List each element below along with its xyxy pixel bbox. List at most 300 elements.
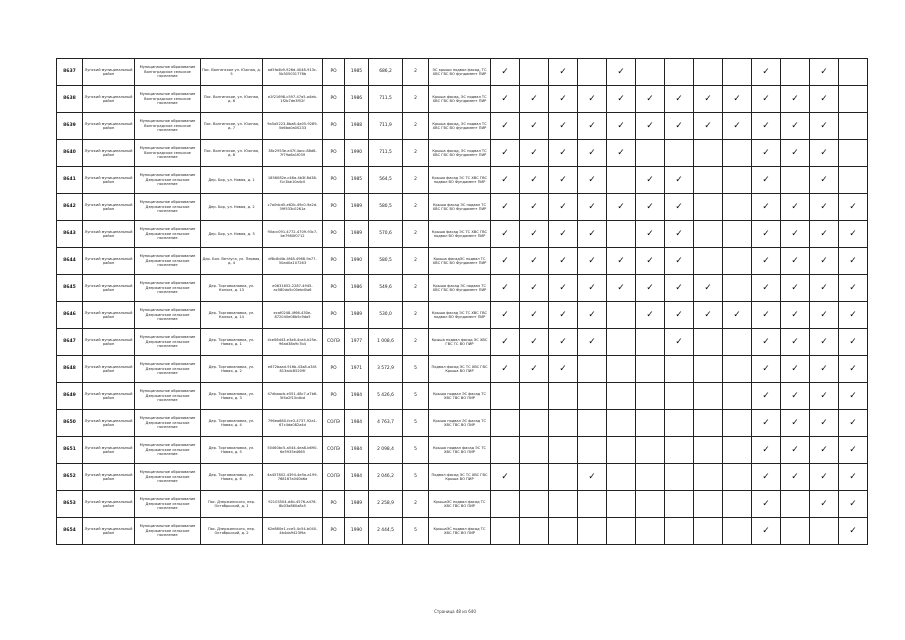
cell-check-7	[694, 329, 723, 356]
cell-district: Лунский муниципальный район	[83, 248, 135, 275]
cell-check-9	[752, 410, 781, 437]
cell-check-8	[723, 113, 752, 140]
check-mark-icon: ✓	[849, 309, 857, 320]
cell-check-8	[723, 194, 752, 221]
cell-type: РО	[323, 275, 345, 302]
cell-num: 8642	[57, 194, 83, 221]
check-mark-icon: ✓	[530, 363, 538, 374]
check-mark-icon: ✓	[588, 282, 596, 293]
cell-floors: 5	[403, 437, 429, 464]
cell-check-5	[636, 194, 665, 221]
check-mark-icon: ✓	[762, 93, 770, 104]
check-mark-icon: ✓	[501, 201, 509, 212]
cell-addr: Пос. Волгинское ул. Южная, д. 5	[201, 59, 263, 86]
cell-area: 2 258,9	[369, 491, 403, 518]
cell-check-8	[723, 59, 752, 86]
cell-mun: Муниципальное образование Дзержинское сельское поселение	[135, 329, 201, 356]
cell-area: 1 008,6	[369, 329, 403, 356]
cell-guid: 4a457802-4394-4e5a-a199-768167a040b6a	[263, 464, 323, 491]
cell-area: 549,6	[369, 275, 403, 302]
cell-check-9	[752, 194, 781, 221]
check-mark-icon: ✓	[762, 147, 770, 158]
cell-check-4	[607, 59, 636, 86]
cell-check-7	[694, 194, 723, 221]
cell-check-0	[491, 410, 520, 437]
cell-works: Крыша фасад ЭС ТС ХВС ГВС подвал ВО Фундамент ПИР	[429, 302, 491, 329]
cell-check-2	[549, 140, 578, 167]
cell-num: 8645	[57, 275, 83, 302]
cell-guid: 50460bc5-a544-4ea8-b690-6e5935e4665	[263, 437, 323, 464]
cell-check-10	[781, 248, 810, 275]
check-mark-icon: ✓	[559, 201, 567, 212]
cell-type: РО	[323, 140, 345, 167]
table-row	[57, 410, 868, 437]
cell-check-9	[752, 491, 781, 518]
cell-check-7	[694, 383, 723, 410]
cell-check-2	[549, 194, 578, 221]
check-mark-icon: ✓	[791, 120, 799, 131]
check-mark-icon: ✓	[733, 309, 741, 320]
cell-check-9	[752, 464, 781, 491]
register-body	[57, 59, 868, 545]
cell-area: 711,9	[369, 113, 403, 140]
cell-works: Подвал фасад ЭС ТС ХВС ГВС Крыша ВО ПИР	[429, 464, 491, 491]
cell-type: РО	[323, 302, 345, 329]
cell-works: Крыша фасад ЭС ТС ХВС ГВС подвал ВО Фундамент ПИР	[429, 167, 491, 194]
cell-check-0	[491, 491, 520, 518]
check-mark-icon: ✓	[704, 120, 712, 131]
cell-check-10	[781, 518, 810, 545]
cell-year: 1977	[345, 329, 369, 356]
cell-check-10	[781, 410, 810, 437]
check-mark-icon: ✓	[530, 309, 538, 320]
check-mark-icon: ✓	[820, 498, 828, 509]
cell-works: Крыша фасад, ЭС подвал ТС ХВС ГВС ВО Фундамент ПИР	[429, 86, 491, 113]
cell-check-6	[665, 140, 694, 167]
cell-check-0	[491, 221, 520, 248]
cell-type: РО	[323, 59, 345, 86]
cell-floors: 5	[403, 518, 429, 545]
check-mark-icon: ✓	[820, 66, 828, 77]
table-row	[57, 140, 868, 167]
check-mark-icon: ✓	[559, 147, 567, 158]
cell-check-10	[781, 356, 810, 383]
check-mark-icon: ✓	[791, 255, 799, 266]
check-mark-icon: ✓	[762, 363, 770, 374]
cell-area: 686,2	[369, 59, 403, 86]
cell-check-1	[520, 167, 549, 194]
cell-num: 8640	[57, 140, 83, 167]
check-mark-icon: ✓	[820, 228, 828, 239]
cell-district: Лунский муниципальный район	[83, 140, 135, 167]
cell-district: Лунский муниципальный район	[83, 329, 135, 356]
check-mark-icon: ✓	[617, 147, 625, 158]
check-mark-icon: ✓	[646, 201, 654, 212]
cell-floors: 2	[403, 329, 429, 356]
cell-check-2	[549, 437, 578, 464]
cell-check-7	[694, 275, 723, 302]
cell-check-1	[520, 221, 549, 248]
cell-addr: Дер. Торговкановка, ул. Колхоз, д. 14	[201, 302, 263, 329]
check-mark-icon: ✓	[820, 444, 828, 455]
check-mark-icon: ✓	[849, 255, 857, 266]
cell-addr: Пос. Дзержинского, пер. Октябрьский, д. 1	[201, 491, 263, 518]
cell-guid: 38c2953e-e47f-4acc-88d8-7f79a6a1f039	[263, 140, 323, 167]
cell-type: РО	[323, 491, 345, 518]
cell-check-6	[665, 221, 694, 248]
check-mark-icon: ✓	[762, 228, 770, 239]
check-mark-icon: ✓	[530, 201, 538, 212]
check-mark-icon: ✓	[530, 282, 538, 293]
cell-year: 1990	[345, 140, 369, 167]
check-mark-icon: ✓	[501, 309, 509, 320]
cell-check-5	[636, 275, 665, 302]
cell-check-11	[810, 221, 839, 248]
check-mark-icon: ✓	[820, 471, 828, 482]
check-mark-icon: ✓	[762, 390, 770, 401]
cell-check-2	[549, 518, 578, 545]
cell-check-9	[752, 329, 781, 356]
cell-check-2	[549, 356, 578, 383]
cell-check-8	[723, 140, 752, 167]
cell-mun: Муниципальное образование Дзержинское сельское поселение	[135, 356, 201, 383]
cell-year: 1984	[345, 383, 369, 410]
cell-area: 580,5	[369, 194, 403, 221]
cell-district: Лунский муниципальный район	[83, 356, 135, 383]
cell-check-7	[694, 302, 723, 329]
cell-check-3	[578, 518, 607, 545]
check-mark-icon: ✓	[762, 309, 770, 320]
check-mark-icon: ✓	[617, 93, 625, 104]
cell-check-0	[491, 302, 520, 329]
check-mark-icon: ✓	[559, 228, 567, 239]
cell-floors: 2	[403, 140, 429, 167]
cell-check-7	[694, 464, 723, 491]
check-mark-icon: ✓	[501, 363, 509, 374]
cell-check-7	[694, 140, 723, 167]
cell-year: 1989	[345, 194, 369, 221]
check-mark-icon: ✓	[820, 417, 828, 428]
cell-check-7	[694, 410, 723, 437]
cell-mun: Муниципальное образование Дзержинское сельское поселение	[135, 167, 201, 194]
cell-check-11	[810, 410, 839, 437]
cell-works: Крыша фасадЭС подвал ТС ХВС ГВС ВО Фундамент ПИР	[429, 248, 491, 275]
cell-mun: Муниципальное образование Дзержинское сельское поселение	[135, 221, 201, 248]
cell-works: Крыша подвал ЭС фасад ТС ХВС ГВС ВО ПИР	[429, 383, 491, 410]
check-mark-icon: ✓	[791, 309, 799, 320]
cell-check-10	[781, 194, 810, 221]
cell-check-5	[636, 491, 665, 518]
cell-works: Крыша подвал фасад ЭС ХВС ГВС ТС ВО ПИР	[429, 329, 491, 356]
cell-check-11	[810, 59, 839, 86]
check-mark-icon: ✓	[501, 66, 509, 77]
table-row	[57, 59, 868, 86]
cell-check-4	[607, 140, 636, 167]
cell-check-11	[810, 491, 839, 518]
cell-check-0	[491, 113, 520, 140]
cell-guid: e672baad-916b-43a8-a34f-813adc85209f	[263, 356, 323, 383]
cell-addr: Дер. Бор, ул. Новая, д. 3	[201, 221, 263, 248]
cell-check-8	[723, 86, 752, 113]
cell-check-5	[636, 410, 665, 437]
check-mark-icon: ✓	[791, 336, 799, 347]
cell-check-5	[636, 383, 665, 410]
cell-check-4	[607, 194, 636, 221]
check-mark-icon: ✓	[559, 363, 567, 374]
cell-check-6	[665, 518, 694, 545]
cell-check-0	[491, 140, 520, 167]
check-mark-icon: ✓	[501, 228, 509, 239]
cell-works: Крыша фасад ЭС ТС ХВС ГВС подвал ВО Фундамент ПИР	[429, 221, 491, 248]
cell-guid: 62e860e1-cce5-4c54-b040-4b4da9423f9a	[263, 518, 323, 545]
cell-district: Лунский муниципальный район	[83, 491, 135, 518]
check-mark-icon: ✓	[762, 282, 770, 293]
cell-check-6	[665, 59, 694, 86]
cell-check-8	[723, 302, 752, 329]
cell-check-10	[781, 464, 810, 491]
cell-check-1	[520, 356, 549, 383]
cell-check-11	[810, 113, 839, 140]
cell-check-10	[781, 140, 810, 167]
cell-check-12	[839, 329, 868, 356]
cell-check-12	[839, 86, 868, 113]
cell-check-2	[549, 464, 578, 491]
cell-check-6	[665, 248, 694, 275]
cell-check-6	[665, 329, 694, 356]
check-mark-icon: ✓	[791, 363, 799, 374]
cell-check-12	[839, 437, 868, 464]
cell-check-4	[607, 86, 636, 113]
cell-check-9	[752, 167, 781, 194]
cell-floors: 2	[403, 167, 429, 194]
check-mark-icon: ✓	[762, 498, 770, 509]
cell-check-1	[520, 464, 549, 491]
check-mark-icon: ✓	[762, 417, 770, 428]
cell-mun: Муниципальное образование Дзержинское сельское поселение	[135, 518, 201, 545]
cell-check-6	[665, 410, 694, 437]
table-row	[57, 383, 868, 410]
cell-mun: Муниципальное образование Дзержинское сельское поселение	[135, 437, 201, 464]
cell-check-8	[723, 356, 752, 383]
cell-check-5	[636, 86, 665, 113]
cell-check-9	[752, 248, 781, 275]
cell-guid: 9a5a5223-8ba8-4a05-9289-5d6ba0a00233	[263, 113, 323, 140]
page-footer: Страница 48 из 640	[434, 609, 476, 614]
cell-district: Лунский муниципальный район	[83, 86, 135, 113]
check-mark-icon: ✓	[820, 255, 828, 266]
cell-year: 1989	[345, 491, 369, 518]
cell-check-0	[491, 248, 520, 275]
cell-check-10	[781, 329, 810, 356]
cell-num: 8653	[57, 491, 83, 518]
cell-check-5	[636, 140, 665, 167]
cell-check-5	[636, 59, 665, 86]
cell-area: 564,5	[369, 167, 403, 194]
cell-num: 8646	[57, 302, 83, 329]
cell-check-0	[491, 437, 520, 464]
cell-mun: Муниципальное образование Дзержинское сельское поселение	[135, 383, 201, 410]
check-mark-icon: ✓	[762, 444, 770, 455]
cell-check-3	[578, 356, 607, 383]
cell-district: Лунский муниципальный район	[83, 221, 135, 248]
cell-check-10	[781, 491, 810, 518]
cell-check-12	[839, 140, 868, 167]
check-mark-icon: ✓	[675, 228, 683, 239]
check-mark-icon: ✓	[791, 201, 799, 212]
cell-check-0	[491, 329, 520, 356]
cell-addr: Дер. Торговкановка, ул. Новая, д. 6	[201, 464, 263, 491]
check-mark-icon: ✓	[820, 93, 828, 104]
cell-check-11	[810, 194, 839, 221]
cell-check-9	[752, 221, 781, 248]
cell-check-6	[665, 437, 694, 464]
cell-check-1	[520, 437, 549, 464]
cell-num: 8647	[57, 329, 83, 356]
cell-check-9	[752, 113, 781, 140]
check-mark-icon: ✓	[588, 228, 596, 239]
cell-check-11	[810, 356, 839, 383]
cell-check-4	[607, 383, 636, 410]
cell-district: Лунский муниципальный район	[83, 302, 135, 329]
check-mark-icon: ✓	[762, 201, 770, 212]
cell-floors: 2	[403, 86, 429, 113]
check-mark-icon: ✓	[559, 309, 567, 320]
cell-check-10	[781, 383, 810, 410]
check-mark-icon: ✓	[849, 228, 857, 239]
cell-check-6	[665, 194, 694, 221]
check-mark-icon: ✓	[675, 336, 683, 347]
cell-mun: Муниципальное образование Дзержинское сельское поселение	[135, 194, 201, 221]
cell-addr: Дер. Бол. Ветлуга, ул. Первая, д. 4	[201, 248, 263, 275]
cell-district: Лунский муниципальный район	[83, 194, 135, 221]
check-mark-icon: ✓	[588, 201, 596, 212]
check-mark-icon: ✓	[588, 255, 596, 266]
cell-num: 8654	[57, 518, 83, 545]
cell-works: ЭС крыши подвал фасад, ТС ХВС ГВС ВО фундамент ПИР	[429, 59, 491, 86]
cell-year: 1990	[345, 248, 369, 275]
check-mark-icon: ✓	[588, 174, 596, 185]
cell-addr: Дер. Торговкановка, ул. Колхоз, д. 13	[201, 275, 263, 302]
cell-check-1	[520, 410, 549, 437]
cell-num: 8649	[57, 383, 83, 410]
cell-mun: Муниципальное образование Волгоградское сельское поселение	[135, 113, 201, 140]
cell-check-5	[636, 464, 665, 491]
check-mark-icon: ✓	[849, 444, 857, 455]
cell-floors: 2	[403, 59, 429, 86]
cell-check-8	[723, 167, 752, 194]
check-mark-icon: ✓	[762, 66, 770, 77]
cell-check-9	[752, 518, 781, 545]
cell-year: 1984	[345, 464, 369, 491]
cell-check-3	[578, 302, 607, 329]
cell-check-1	[520, 329, 549, 356]
cell-check-0	[491, 356, 520, 383]
check-mark-icon: ✓	[820, 390, 828, 401]
cell-check-11	[810, 518, 839, 545]
check-mark-icon: ✓	[501, 255, 509, 266]
check-mark-icon: ✓	[646, 174, 654, 185]
cell-floors: 5	[403, 464, 429, 491]
cell-floors: 2	[403, 491, 429, 518]
check-mark-icon: ✓	[849, 417, 857, 428]
check-mark-icon: ✓	[588, 471, 596, 482]
check-mark-icon: ✓	[646, 93, 654, 104]
cell-check-3	[578, 464, 607, 491]
cell-check-12	[839, 113, 868, 140]
check-mark-icon: ✓	[675, 309, 683, 320]
cell-num: 8650	[57, 410, 83, 437]
register-table	[56, 58, 868, 545]
check-mark-icon: ✓	[733, 120, 741, 131]
cell-num: 8641	[57, 167, 83, 194]
check-mark-icon: ✓	[791, 444, 799, 455]
cell-check-4	[607, 302, 636, 329]
cell-check-8	[723, 464, 752, 491]
cell-check-0	[491, 167, 520, 194]
cell-area: 570,6	[369, 221, 403, 248]
cell-guid: 1856082e-c46a-4b3f-8d38-f1c3be10a4c0	[263, 167, 323, 194]
cell-check-5	[636, 329, 665, 356]
check-mark-icon: ✓	[762, 525, 770, 536]
check-mark-icon: ✓	[501, 93, 509, 104]
cell-guid: df8c8d4b-4f48-4968-9a77-50ad0a107263	[263, 248, 323, 275]
cell-check-4	[607, 167, 636, 194]
check-mark-icon: ✓	[762, 471, 770, 482]
check-mark-icon: ✓	[588, 336, 596, 347]
check-mark-icon: ✓	[617, 282, 625, 293]
cell-check-8	[723, 410, 752, 437]
cell-check-2	[549, 491, 578, 518]
check-mark-icon: ✓	[820, 336, 828, 347]
cell-floors: 2	[403, 275, 429, 302]
cell-mun: Муниципальное образование Дзержинское сельское поселение	[135, 275, 201, 302]
check-mark-icon: ✓	[617, 120, 625, 131]
cell-check-4	[607, 491, 636, 518]
cell-guid: 90acc091-4772-4709-93c7-be7980f0712	[263, 221, 323, 248]
table-row	[57, 302, 868, 329]
cell-check-2	[549, 113, 578, 140]
check-mark-icon: ✓	[530, 255, 538, 266]
cell-check-8	[723, 383, 752, 410]
cell-year: 1971	[345, 356, 369, 383]
cell-check-12	[839, 518, 868, 545]
cell-check-11	[810, 329, 839, 356]
cell-check-11	[810, 86, 839, 113]
cell-guid: ad5fa4b9-926d-4048-913c-5b305031776b	[263, 59, 323, 86]
check-mark-icon: ✓	[704, 309, 712, 320]
cell-check-8	[723, 329, 752, 356]
cell-check-3	[578, 491, 607, 518]
check-mark-icon: ✓	[530, 147, 538, 158]
check-mark-icon: ✓	[559, 93, 567, 104]
cell-works: КрышаЭС подвал фасад ТС ХВС ГВС ВО ПИР	[429, 518, 491, 545]
cell-check-10	[781, 59, 810, 86]
cell-district: Лунский муниципальный район	[83, 410, 135, 437]
cell-addr: Пос. Дзержинского, пер. Октябрьский, д. 2	[201, 518, 263, 545]
check-mark-icon: ✓	[501, 282, 509, 293]
check-mark-icon: ✓	[849, 363, 857, 374]
cell-check-9	[752, 356, 781, 383]
cell-area: 2 444,5	[369, 518, 403, 545]
cell-type: РО	[323, 221, 345, 248]
cell-check-12	[839, 248, 868, 275]
cell-works: КрышаЭС подвал фасад ТС ХВС ГВС ВО ПИР	[429, 491, 491, 518]
check-mark-icon: ✓	[530, 228, 538, 239]
cell-year: 1986	[345, 275, 369, 302]
cell-area: 5 426,6	[369, 383, 403, 410]
cell-check-8	[723, 491, 752, 518]
cell-addr: Пос. Волгинское, ул. Южная, д. 8	[201, 140, 263, 167]
